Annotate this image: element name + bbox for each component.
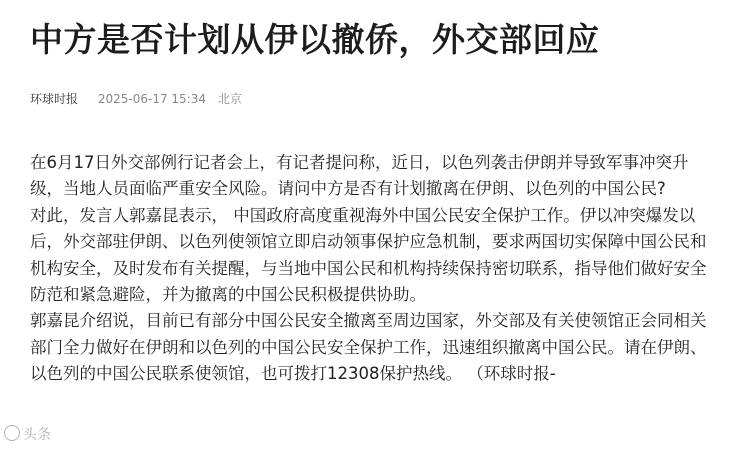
article-source[interactable]: 环球时报 <box>30 92 79 106</box>
article-title: 中方是否计划从伊以撤侨，外交部回应 <box>30 20 600 59</box>
article-meta <box>30 90 242 107</box>
watermark-text: 头条 <box>23 427 51 443</box>
article-body <box>30 150 720 388</box>
article-paragraph: 在6月17日外交部例行记者会上，有记者提问称，近日，以色列袭击伊朗并导致军事冲突升级，当地人员面临严重安全风险。请问中方是否有计划撤离在伊朗、以色列的中国公民? <box>30 153 689 199</box>
article-paragraph: 对此，发言人郭嘉昆表示， 中国政府高度重视海外中国公民安全保护工作。伊以冲突爆发以后，外交部驻伊朗、以色列使领馆立即启动领事保护应急机制，要求两国切实保障中国公民和机构安全，及时发布有关提醒，与当地中国公民和机构持续保持密切联系，指导他们做好安全防范和紧急避险，并为撤离的中国公民积极提供协助。 <box>30 205 707 305</box>
watermark <box>4 424 51 444</box>
watermark-logo-icon <box>4 425 20 441</box>
article-paragraph: 郭嘉昆介绍说，目前已有部分中国公民安全撤离至周边国家，外交部及有关使领馆正会同相关部门全力做好在伊朗和以色列的中国公民安全保护工作，迅速组织撤离中国公民。请在伊朗、以色列的中国公民联系使领馆，也可拨打12308保护热线。 （环球时报- <box>30 311 707 384</box>
article-datetime: 2025-06-17 15:34 <box>97 92 206 106</box>
article-location: 北京 <box>217 92 242 106</box>
